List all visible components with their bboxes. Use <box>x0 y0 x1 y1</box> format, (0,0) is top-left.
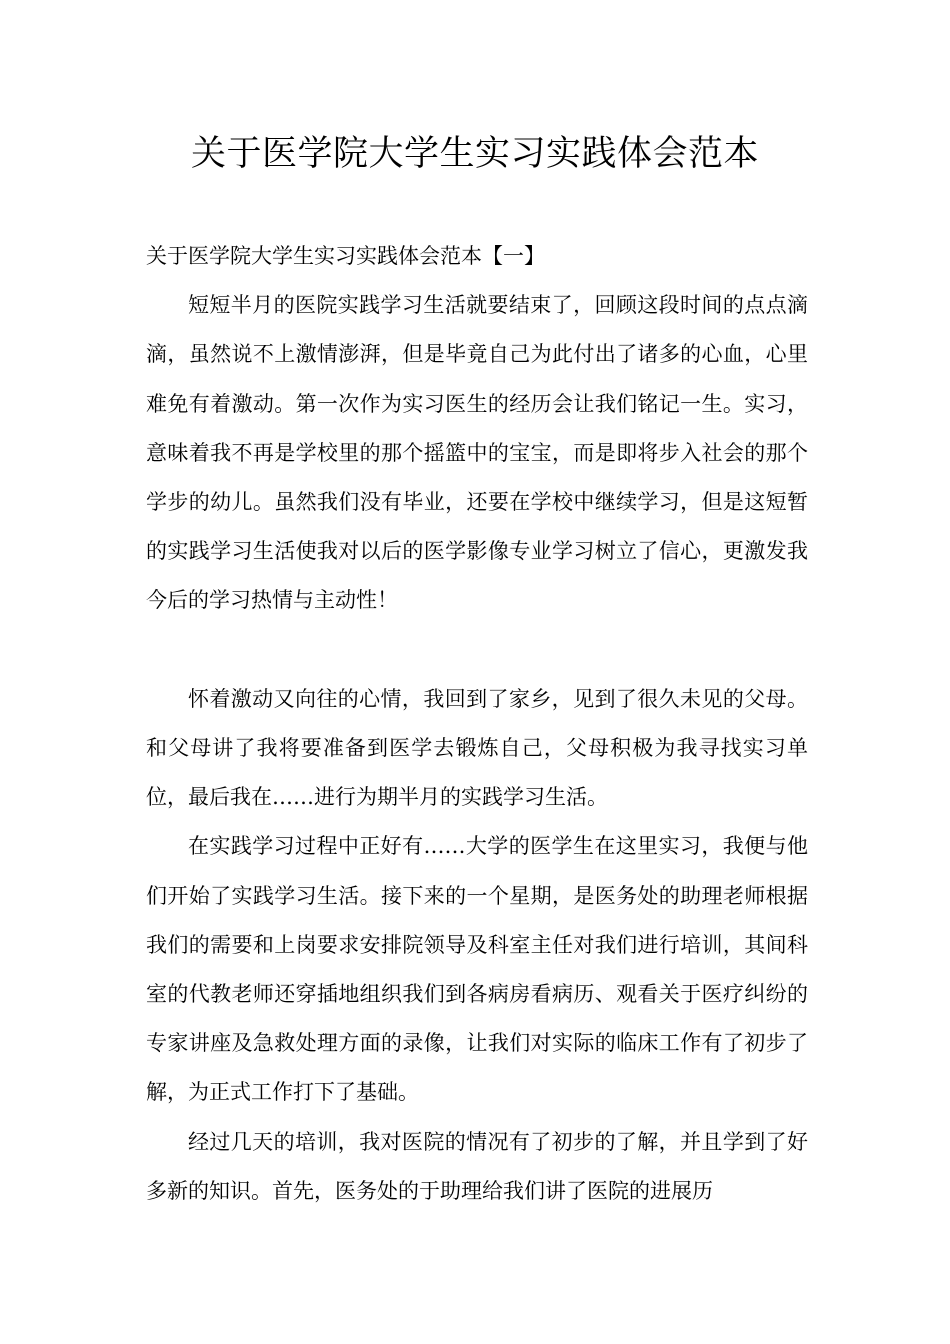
document-body <box>146 232 808 1216</box>
section-heading: 关于医学院大学生实习实践体会范本【一】 <box>146 244 545 268</box>
document-title: 关于医学院大学生实习实践体会范本 <box>190 134 759 174</box>
paragraph: 在实践学习过程中正好有……大学的医学生在这里实习，我便与他们开始了实践学习生活。接下来的一个星期，是医务处的助理老师根据我们的需要和上岗要求安排院领导及科室主任对我们进行培训，其间科室的代教老师还穿插地组织我们到各病房看病历、观看关于医疗纠纷的专家讲座及急救处理方面的录像，让我们对实际的临床工作有了初步了解，为正式工作打下了基础。 <box>146 834 808 1105</box>
paragraph: 怀着激动又向往的心情，我回到了家乡，见到了很久未见的父母。和父母讲了我将要准备到医学去锻炼自己，父母积极为我寻找实习单位，最后我在……进行为期半月的实践学习生活。 <box>146 686 808 810</box>
paragraph: 短短半月的医院实践学习生活就要结束了，回顾这段时间的点点滴滴，虽然说不上激情澎湃，但是毕竟自己为此付出了诸多的心血，心里难免有着激动。第一次作为实习医生的经历会让我们铭记一生。实习，意味着我不再是学校里的那个摇篮中的宝宝，而是即将步入社会的那个学步的幼儿。虽然我们没有毕业，还要在学校中继续学习，但是这短暂的实践学习生活使我对以后的医学影像专业学习树立了信心，更激发我今后的学习热情与主动性！ <box>146 293 808 613</box>
paragraph: 经过几天的培训，我对医院的情况有了初步的了解，并且学到了好多新的知识。首先，医务处的于助理给我们讲了医院的进展历 <box>146 1129 808 1203</box>
paragraph-gap <box>146 626 808 675</box>
